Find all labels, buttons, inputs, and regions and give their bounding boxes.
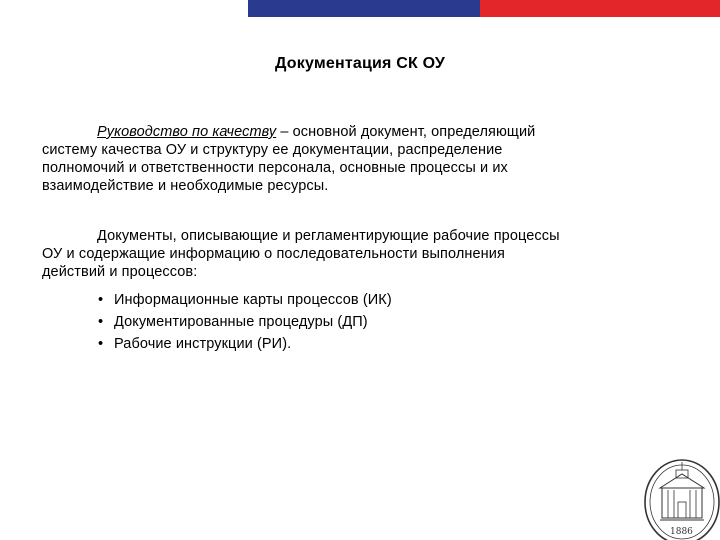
document-types-list [96,289,392,355]
paragraph-quality-manual [42,123,682,195]
list-item: • Документированные процедуры (ДП) [96,311,392,333]
p1-line1-text: – основной документ, определяющий [276,124,536,140]
p2-line1-text: Документы, описывающие и регламентирующие рабочие процессы [97,228,560,244]
header-bar-blue [248,0,480,17]
p2-line3-text: действий и процессов: [42,264,198,280]
paragraph-process-documents [42,227,682,281]
seal-year: 1886 [670,527,693,537]
quality-manual-term: Руководство по качеству [97,124,277,140]
p1-line4-text: взаимодействие и необходимые ресурсы. [42,178,329,194]
p2-line2-text: ОУ и содержащие информацию о последовательности выполнения [42,246,505,262]
list-item: • Информационные карты процессов (ИК) [96,289,392,311]
p1-line2-text: систему качества ОУ и структуру ее документации, распределение [42,142,503,158]
header-bar-red [480,0,720,17]
p1-line3-text: полномочий и ответственности персонала, основные процессы и их [42,160,508,176]
university-seal-icon [638,440,720,540]
list-item: • Рабочие инструкции (РИ). [96,333,392,355]
page-title: Документация СК ОУ [274,55,445,72]
